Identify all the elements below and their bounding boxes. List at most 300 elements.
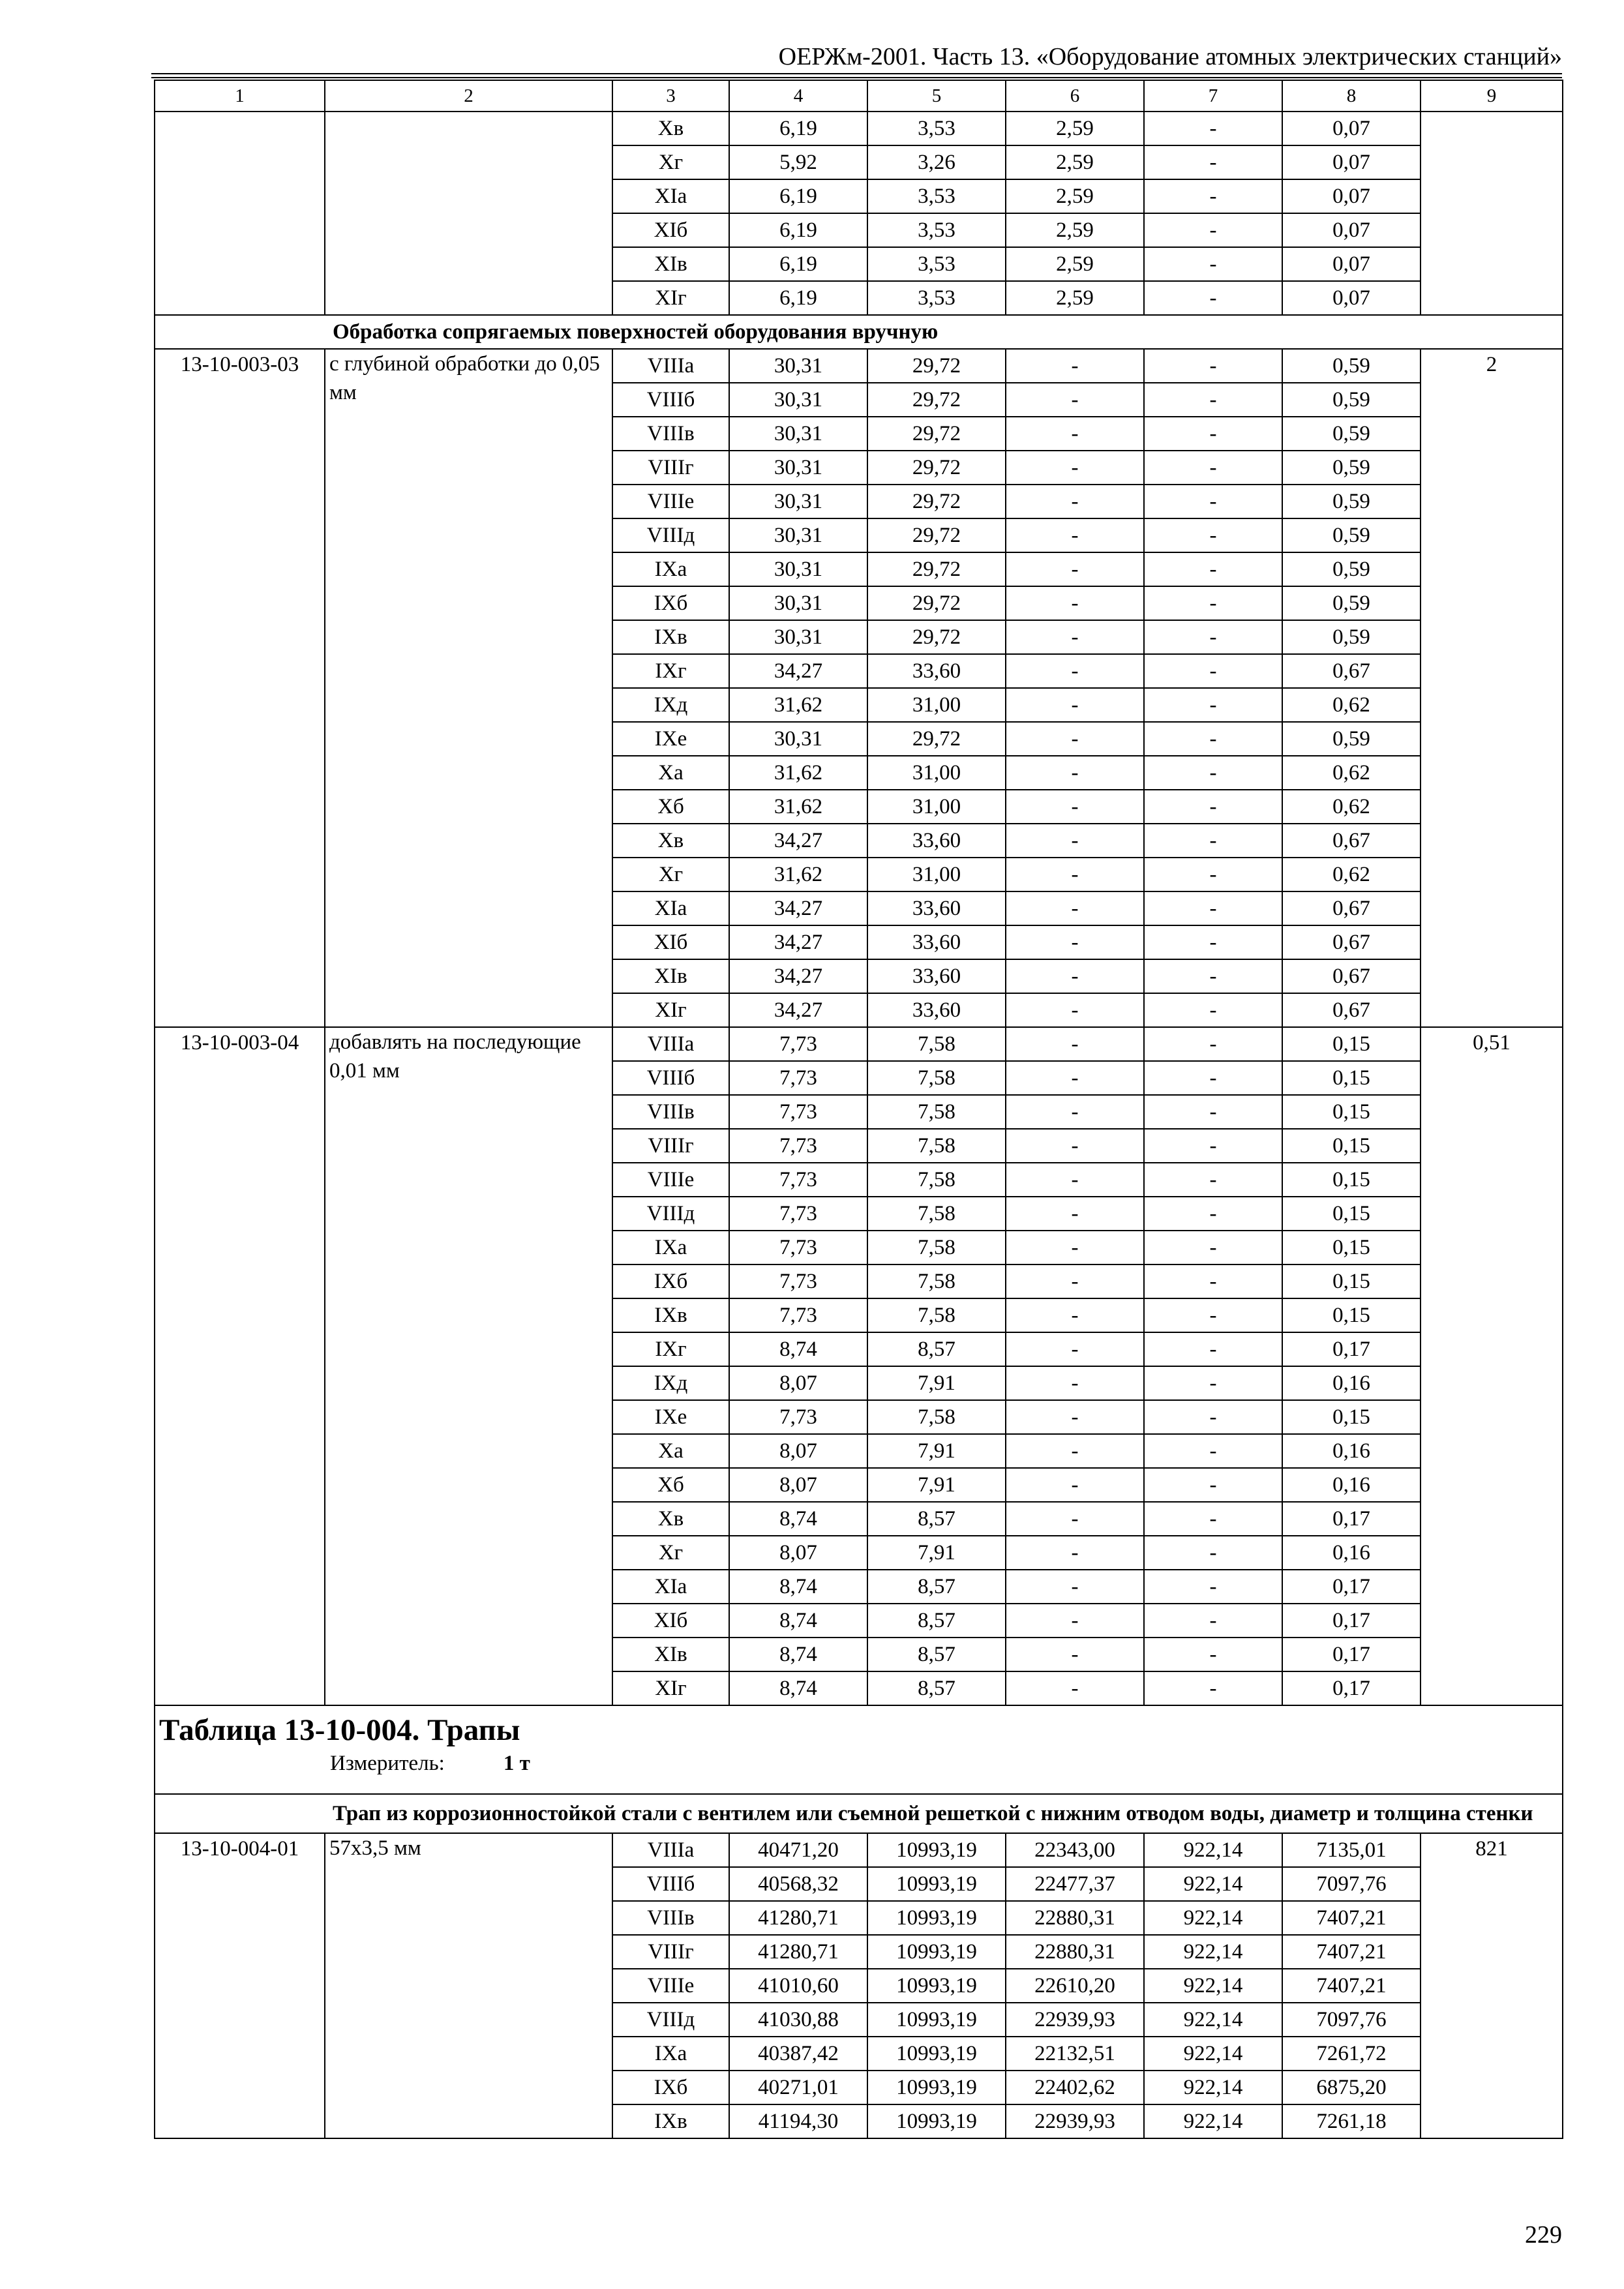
cell-labor: 29,72 [867, 417, 1006, 451]
cell-machines: 2,59 [1006, 179, 1144, 213]
cell-machines: - [1006, 654, 1144, 688]
cell-resource-class: VIIIб [612, 383, 729, 417]
cell-name: 57х3,5 мм [325, 1833, 612, 2138]
cell-labor: 8,57 [867, 1604, 1006, 1638]
cell-machines: 22939,93 [1006, 2104, 1144, 2138]
cell-machines: - [1006, 858, 1144, 891]
cell-machine-labor: - [1144, 1197, 1282, 1231]
cell-total: 5,92 [729, 145, 867, 179]
cell-labor: 33,60 [867, 925, 1006, 959]
cell-machine-labor: - [1144, 112, 1282, 145]
cell-machine-labor: - [1144, 790, 1282, 824]
cell-labor: 31,00 [867, 756, 1006, 790]
cell-labor: 8,57 [867, 1638, 1006, 1671]
cell-machines: - [1006, 1434, 1144, 1468]
cell-resource-class: IXб [612, 586, 729, 620]
cell-labor: 7,58 [867, 1027, 1006, 1061]
cell-labor: 10993,19 [867, 2071, 1006, 2104]
cell-total: 40471,20 [729, 1833, 867, 1867]
cell-materials: 0,15 [1282, 1061, 1421, 1095]
cell-labor: 10993,19 [867, 1969, 1006, 2003]
page-header: ОЕРЖм-2001. Часть 13. «Оборудование атомных электрических станций» [778, 43, 1562, 70]
cell-machine-labor: - [1144, 213, 1282, 247]
cell-resource-class: Xв [612, 112, 729, 145]
cell-machines: - [1006, 383, 1144, 417]
cell-resource-class: VIIIг [612, 1129, 729, 1163]
cell-materials: 0,15 [1282, 1298, 1421, 1332]
cell-machines: 22939,93 [1006, 2003, 1144, 2037]
cell-machines: - [1006, 451, 1144, 485]
cell-total: 30,31 [729, 417, 867, 451]
cell-resource-class: XIа [612, 179, 729, 213]
cell-machine-labor: - [1144, 349, 1282, 383]
cell-resource-class: VIIIв [612, 1901, 729, 1935]
cell-machine-labor: - [1144, 1400, 1282, 1434]
cell-machine-labor: - [1144, 1298, 1282, 1332]
cell-labor: 10993,19 [867, 1935, 1006, 1969]
cell-machines: - [1006, 518, 1144, 552]
cell-materials: 0,16 [1282, 1434, 1421, 1468]
cell-total: 7,73 [729, 1298, 867, 1332]
cell-machines: - [1006, 1298, 1144, 1332]
cell-resource-class: VIIIг [612, 1935, 729, 1969]
cell-resource-class: IXа [612, 1231, 729, 1264]
cell-machine-labor: - [1144, 1434, 1282, 1468]
cell-machines: - [1006, 959, 1144, 993]
cell-total: 8,07 [729, 1434, 867, 1468]
cell-total: 30,31 [729, 722, 867, 756]
cell-machine-labor: 922,14 [1144, 2003, 1282, 2037]
cell-machines: - [1006, 790, 1144, 824]
cell-resource-class: VIIIд [612, 2003, 729, 2037]
cell-labor: 7,58 [867, 1264, 1006, 1298]
cell-total: 30,31 [729, 451, 867, 485]
cell-machines: - [1006, 1061, 1144, 1095]
cell-materials: 7135,01 [1282, 1833, 1421, 1867]
cell-machine-labor: 922,14 [1144, 1901, 1282, 1935]
cell-total: 41010,60 [729, 1969, 867, 2003]
cell-code: 13-10-003-04 [155, 1027, 325, 1705]
column-number: 5 [867, 80, 1006, 112]
cell-materials: 0,07 [1282, 112, 1421, 145]
cell-resource-class: XIа [612, 891, 729, 925]
cell-machine-labor: 922,14 [1144, 1935, 1282, 1969]
section-title-row [155, 1794, 1563, 1833]
cell-machines: - [1006, 1536, 1144, 1570]
cell-labor: 7,58 [867, 1061, 1006, 1095]
cell-resource-class: XIг [612, 281, 729, 315]
cell-labor: 7,58 [867, 1163, 1006, 1197]
cell-materials: 0,15 [1282, 1129, 1421, 1163]
cell-machines: 2,59 [1006, 145, 1144, 179]
cell-resource-class: VIIIа [612, 349, 729, 383]
cell-machine-labor: - [1144, 1129, 1282, 1163]
column-number: 7 [1144, 80, 1282, 112]
cell-resource-class: IXг [612, 1332, 729, 1366]
cell-materials: 0,59 [1282, 518, 1421, 552]
cell-machines: 22343,00 [1006, 1833, 1144, 1867]
cell-materials: 0,17 [1282, 1332, 1421, 1366]
cell-machine-labor: - [1144, 620, 1282, 654]
table-row [155, 349, 1563, 383]
cell-resource-class: IXб [612, 2071, 729, 2104]
cell-total: 8,74 [729, 1502, 867, 1536]
cell-total: 8,07 [729, 1366, 867, 1400]
cell-labor: 33,60 [867, 993, 1006, 1027]
cell-machines: 2,59 [1006, 247, 1144, 281]
cell-machines: - [1006, 1671, 1144, 1705]
cell-machine-labor: - [1144, 1671, 1282, 1705]
cell-total: 31,62 [729, 688, 867, 722]
cell-resource-class: Xб [612, 790, 729, 824]
cell-resource-class: XIа [612, 1570, 729, 1604]
cell-machine-labor: - [1144, 1638, 1282, 1671]
cell-materials: 0,59 [1282, 451, 1421, 485]
cell-resource-class: VIIIв [612, 417, 729, 451]
cell-labor: 33,60 [867, 824, 1006, 858]
column-number: 6 [1006, 80, 1144, 112]
cell-machines: - [1006, 1604, 1144, 1638]
table-row [155, 112, 1563, 145]
cell-labor: 7,91 [867, 1536, 1006, 1570]
cell-total: 41280,71 [729, 1901, 867, 1935]
cell-materials: 0,17 [1282, 1502, 1421, 1536]
cell-labor: 29,72 [867, 349, 1006, 383]
cell-labor: 33,60 [867, 891, 1006, 925]
rates-table [154, 80, 1563, 2139]
cell-machine-labor: - [1144, 552, 1282, 586]
cell-materials: 0,17 [1282, 1604, 1421, 1638]
cell-total: 30,31 [729, 620, 867, 654]
cell-resource-class: Xв [612, 1502, 729, 1536]
cell-resource-class: XIб [612, 213, 729, 247]
cell-labor: 8,57 [867, 1502, 1006, 1536]
cell-labor: 33,60 [867, 959, 1006, 993]
cell-materials: 7261,18 [1282, 2104, 1421, 2138]
cell-machine-labor: - [1144, 179, 1282, 213]
cell-machine-labor: - [1144, 145, 1282, 179]
cell-total: 41030,88 [729, 2003, 867, 2037]
cell-machine-labor: 922,14 [1144, 1833, 1282, 1867]
cell-labor: 3,26 [867, 145, 1006, 179]
cell-total: 31,62 [729, 858, 867, 891]
cell-labor: 10993,19 [867, 2003, 1006, 2037]
cell-labor: 8,57 [867, 1671, 1006, 1705]
cell-machines: 22880,31 [1006, 1901, 1144, 1935]
cell-name: добавлять на последующие 0,01 мм [325, 1027, 612, 1705]
cell-machine-labor: 922,14 [1144, 2037, 1282, 2071]
cell-resource-class: IXв [612, 2104, 729, 2138]
cell-total: 34,27 [729, 824, 867, 858]
cell-labor: 29,72 [867, 620, 1006, 654]
cell-machine-labor: - [1144, 1061, 1282, 1095]
cell-materials: 0,07 [1282, 281, 1421, 315]
cell-labor: 10993,19 [867, 2037, 1006, 2071]
cell-materials: 0,15 [1282, 1231, 1421, 1264]
cell-materials: 0,07 [1282, 213, 1421, 247]
cell-labor: 29,72 [867, 552, 1006, 586]
cell-machine-labor: - [1144, 417, 1282, 451]
column-number: 3 [612, 80, 729, 112]
cell-machines: - [1006, 417, 1144, 451]
cell-materials: 0,16 [1282, 1366, 1421, 1400]
cell-code [155, 112, 325, 315]
column-number: 9 [1421, 80, 1563, 112]
cell-machines: - [1006, 349, 1144, 383]
cell-labor: 29,72 [867, 722, 1006, 756]
cell-resource-class: Xа [612, 756, 729, 790]
cell-total: 7,73 [729, 1264, 867, 1298]
cell-total: 7,73 [729, 1400, 867, 1434]
cell-labor: 10993,19 [867, 1833, 1006, 1867]
cell-labor: 10993,19 [867, 2104, 1006, 2138]
cell-machines: 22132,51 [1006, 2037, 1144, 2071]
cell-machine-labor: - [1144, 925, 1282, 959]
cell-labor: 7,58 [867, 1197, 1006, 1231]
cell-total: 41194,30 [729, 2104, 867, 2138]
cell-machine-labor: 922,14 [1144, 2071, 1282, 2104]
cell-labor: 3,53 [867, 281, 1006, 315]
cell-resource-class: VIIIд [612, 1197, 729, 1231]
cell-total: 8,74 [729, 1604, 867, 1638]
cell-labor: 3,53 [867, 213, 1006, 247]
cell-machine-labor: - [1144, 722, 1282, 756]
cell-machines: - [1006, 1231, 1144, 1264]
cell-col9: 2 [1421, 349, 1563, 1027]
cell-name [325, 112, 612, 315]
cell-total: 6,19 [729, 281, 867, 315]
cell-machines: - [1006, 485, 1144, 518]
cell-resource-class: XIб [612, 925, 729, 959]
cell-total: 34,27 [729, 959, 867, 993]
cell-machine-labor: - [1144, 1163, 1282, 1197]
cell-total: 8,07 [729, 1536, 867, 1570]
cell-resource-class: IXв [612, 620, 729, 654]
cell-resource-class: VIIIг [612, 451, 729, 485]
cell-machine-labor: - [1144, 586, 1282, 620]
cell-resource-class: IXд [612, 688, 729, 722]
cell-resource-class: IXа [612, 552, 729, 586]
cell-materials: 0,59 [1282, 417, 1421, 451]
column-number: 4 [729, 80, 867, 112]
cell-machine-labor: - [1144, 1095, 1282, 1129]
cell-labor: 29,72 [867, 518, 1006, 552]
cell-resource-class: IXг [612, 654, 729, 688]
table-row [155, 1027, 1563, 1061]
cell-resource-class: XIв [612, 247, 729, 281]
cell-resource-class: XIв [612, 1638, 729, 1671]
cell-resource-class: VIIIв [612, 1095, 729, 1129]
cell-resource-class: IXв [612, 1298, 729, 1332]
cell-labor: 7,91 [867, 1366, 1006, 1400]
cell-resource-class: Xг [612, 858, 729, 891]
cell-materials: 7261,72 [1282, 2037, 1421, 2071]
cell-materials: 0,67 [1282, 959, 1421, 993]
cell-machine-labor: - [1144, 281, 1282, 315]
cell-materials: 0,15 [1282, 1163, 1421, 1197]
cell-machine-labor: - [1144, 688, 1282, 722]
cell-total: 6,19 [729, 179, 867, 213]
cell-resource-class: Xа [612, 1434, 729, 1468]
header-rule-top [151, 73, 1562, 74]
cell-materials: 7407,21 [1282, 1935, 1421, 1969]
cell-resource-class: XIг [612, 1671, 729, 1705]
cell-labor: 31,00 [867, 688, 1006, 722]
cell-machine-labor: - [1144, 891, 1282, 925]
table-row [155, 1833, 1563, 1867]
cell-machines: 2,59 [1006, 112, 1144, 145]
cell-name: с глубиной обработки до 0,05 мм [325, 349, 612, 1027]
cell-machines: - [1006, 1027, 1144, 1061]
cell-machines: - [1006, 1638, 1144, 1671]
cell-col9 [1421, 112, 1563, 315]
cell-machines: - [1006, 722, 1144, 756]
cell-materials: 0,15 [1282, 1197, 1421, 1231]
cell-labor: 29,72 [867, 451, 1006, 485]
cell-code: 13-10-004-01 [155, 1833, 325, 2138]
cell-labor: 10993,19 [867, 1867, 1006, 1901]
cell-materials: 7407,21 [1282, 1901, 1421, 1935]
cell-total: 7,73 [729, 1197, 867, 1231]
rates-table-body [155, 80, 1563, 2138]
cell-machine-labor: - [1144, 993, 1282, 1027]
cell-materials: 0,17 [1282, 1671, 1421, 1705]
cell-machine-labor: - [1144, 383, 1282, 417]
cell-machines: - [1006, 1129, 1144, 1163]
cell-resource-class: Xв [612, 824, 729, 858]
cell-materials: 7097,76 [1282, 1867, 1421, 1901]
cell-materials: 0,17 [1282, 1638, 1421, 1671]
cell-materials: 0,67 [1282, 824, 1421, 858]
cell-labor: 3,53 [867, 247, 1006, 281]
cell-machines: 22477,37 [1006, 1867, 1144, 1901]
cell-materials: 0,17 [1282, 1570, 1421, 1604]
cell-machines: - [1006, 1366, 1144, 1400]
cell-col9: 0,51 [1421, 1027, 1563, 1705]
table-title-cell [155, 1705, 1563, 1794]
cell-resource-class: VIIIа [612, 1027, 729, 1061]
cell-materials: 0,59 [1282, 552, 1421, 586]
cell-materials: 0,67 [1282, 925, 1421, 959]
cell-labor: 33,60 [867, 654, 1006, 688]
cell-machine-labor: 922,14 [1144, 1867, 1282, 1901]
cell-machine-labor: - [1144, 1604, 1282, 1638]
cell-total: 30,31 [729, 349, 867, 383]
cell-total: 8,74 [729, 1332, 867, 1366]
cell-total: 30,31 [729, 518, 867, 552]
cell-total: 30,31 [729, 586, 867, 620]
cell-machine-labor: - [1144, 247, 1282, 281]
cell-total: 40271,01 [729, 2071, 867, 2104]
cell-total: 34,27 [729, 925, 867, 959]
cell-machine-labor: - [1144, 1570, 1282, 1604]
cell-materials: 0,16 [1282, 1468, 1421, 1502]
cell-total: 7,73 [729, 1129, 867, 1163]
cell-materials: 0,15 [1282, 1027, 1421, 1061]
cell-resource-class: IXб [612, 1264, 729, 1298]
page-number: 229 [1525, 2221, 1562, 2249]
cell-labor: 7,58 [867, 1095, 1006, 1129]
cell-materials: 0,59 [1282, 620, 1421, 654]
cell-total: 8,74 [729, 1570, 867, 1604]
cell-machine-labor: - [1144, 1332, 1282, 1366]
cell-labor: 29,72 [867, 586, 1006, 620]
cell-machines: - [1006, 1570, 1144, 1604]
cell-total: 41280,71 [729, 1935, 867, 1969]
cell-labor: 3,53 [867, 179, 1006, 213]
cell-materials: 0,59 [1282, 349, 1421, 383]
cell-materials: 0,62 [1282, 858, 1421, 891]
cell-machines: - [1006, 688, 1144, 722]
cell-materials: 0,67 [1282, 891, 1421, 925]
cell-machine-labor: - [1144, 756, 1282, 790]
cell-machine-labor: - [1144, 1502, 1282, 1536]
cell-machines: - [1006, 1332, 1144, 1366]
cell-total: 30,31 [729, 383, 867, 417]
cell-resource-class: IXа [612, 2037, 729, 2071]
cell-machines: - [1006, 552, 1144, 586]
cell-machines: - [1006, 925, 1144, 959]
cell-machines: 2,59 [1006, 281, 1144, 315]
cell-total: 34,27 [729, 891, 867, 925]
cell-resource-class: IXд [612, 1366, 729, 1400]
cell-machine-labor: - [1144, 451, 1282, 485]
cell-labor: 29,72 [867, 485, 1006, 518]
cell-labor: 31,00 [867, 858, 1006, 891]
column-number: 8 [1282, 80, 1421, 112]
cell-machines: - [1006, 756, 1144, 790]
cell-resource-class: VIIIе [612, 1969, 729, 2003]
cell-labor: 7,58 [867, 1231, 1006, 1264]
cell-labor: 7,58 [867, 1298, 1006, 1332]
cell-machines: - [1006, 1264, 1144, 1298]
cell-materials: 0,62 [1282, 790, 1421, 824]
cell-total: 7,73 [729, 1027, 867, 1061]
cell-resource-class: Xг [612, 145, 729, 179]
cell-code: 13-10-003-03 [155, 349, 325, 1027]
cell-materials: 0,62 [1282, 756, 1421, 790]
cell-total: 8,74 [729, 1638, 867, 1671]
cell-machines: 2,59 [1006, 213, 1144, 247]
cell-resource-class: IXе [612, 1400, 729, 1434]
cell-materials: 0,07 [1282, 247, 1421, 281]
column-number: 2 [325, 80, 612, 112]
cell-total: 8,07 [729, 1468, 867, 1502]
cell-materials: 0,07 [1282, 179, 1421, 213]
cell-materials: 0,15 [1282, 1095, 1421, 1129]
measure-label: Измеритель: [330, 1752, 445, 1775]
cell-resource-class: XIв [612, 959, 729, 993]
section-title: Обработка сопрягаемых поверхностей оборудования вручную [155, 315, 1563, 349]
table-title: Таблица 13-10-004. Трапы [159, 1713, 520, 1747]
cell-machine-labor: - [1144, 485, 1282, 518]
cell-machines: - [1006, 993, 1144, 1027]
cell-machines: - [1006, 1163, 1144, 1197]
cell-machines: 22402,62 [1006, 2071, 1144, 2104]
cell-total: 7,73 [729, 1231, 867, 1264]
cell-labor: 8,57 [867, 1570, 1006, 1604]
cell-total: 34,27 [729, 993, 867, 1027]
cell-labor: 8,57 [867, 1332, 1006, 1366]
cell-total: 40387,42 [729, 2037, 867, 2071]
section-title: Трап из коррозионностойкой стали с вентилем или съемной решеткой с нижним отводом воды, диаметр и толщина стенки [155, 1794, 1563, 1833]
cell-machine-labor: - [1144, 1231, 1282, 1264]
cell-machines: - [1006, 586, 1144, 620]
cell-materials: 0,16 [1282, 1536, 1421, 1570]
cell-machine-labor: - [1144, 1468, 1282, 1502]
measure-unit: 1 т [503, 1752, 530, 1775]
cell-total: 31,62 [729, 790, 867, 824]
